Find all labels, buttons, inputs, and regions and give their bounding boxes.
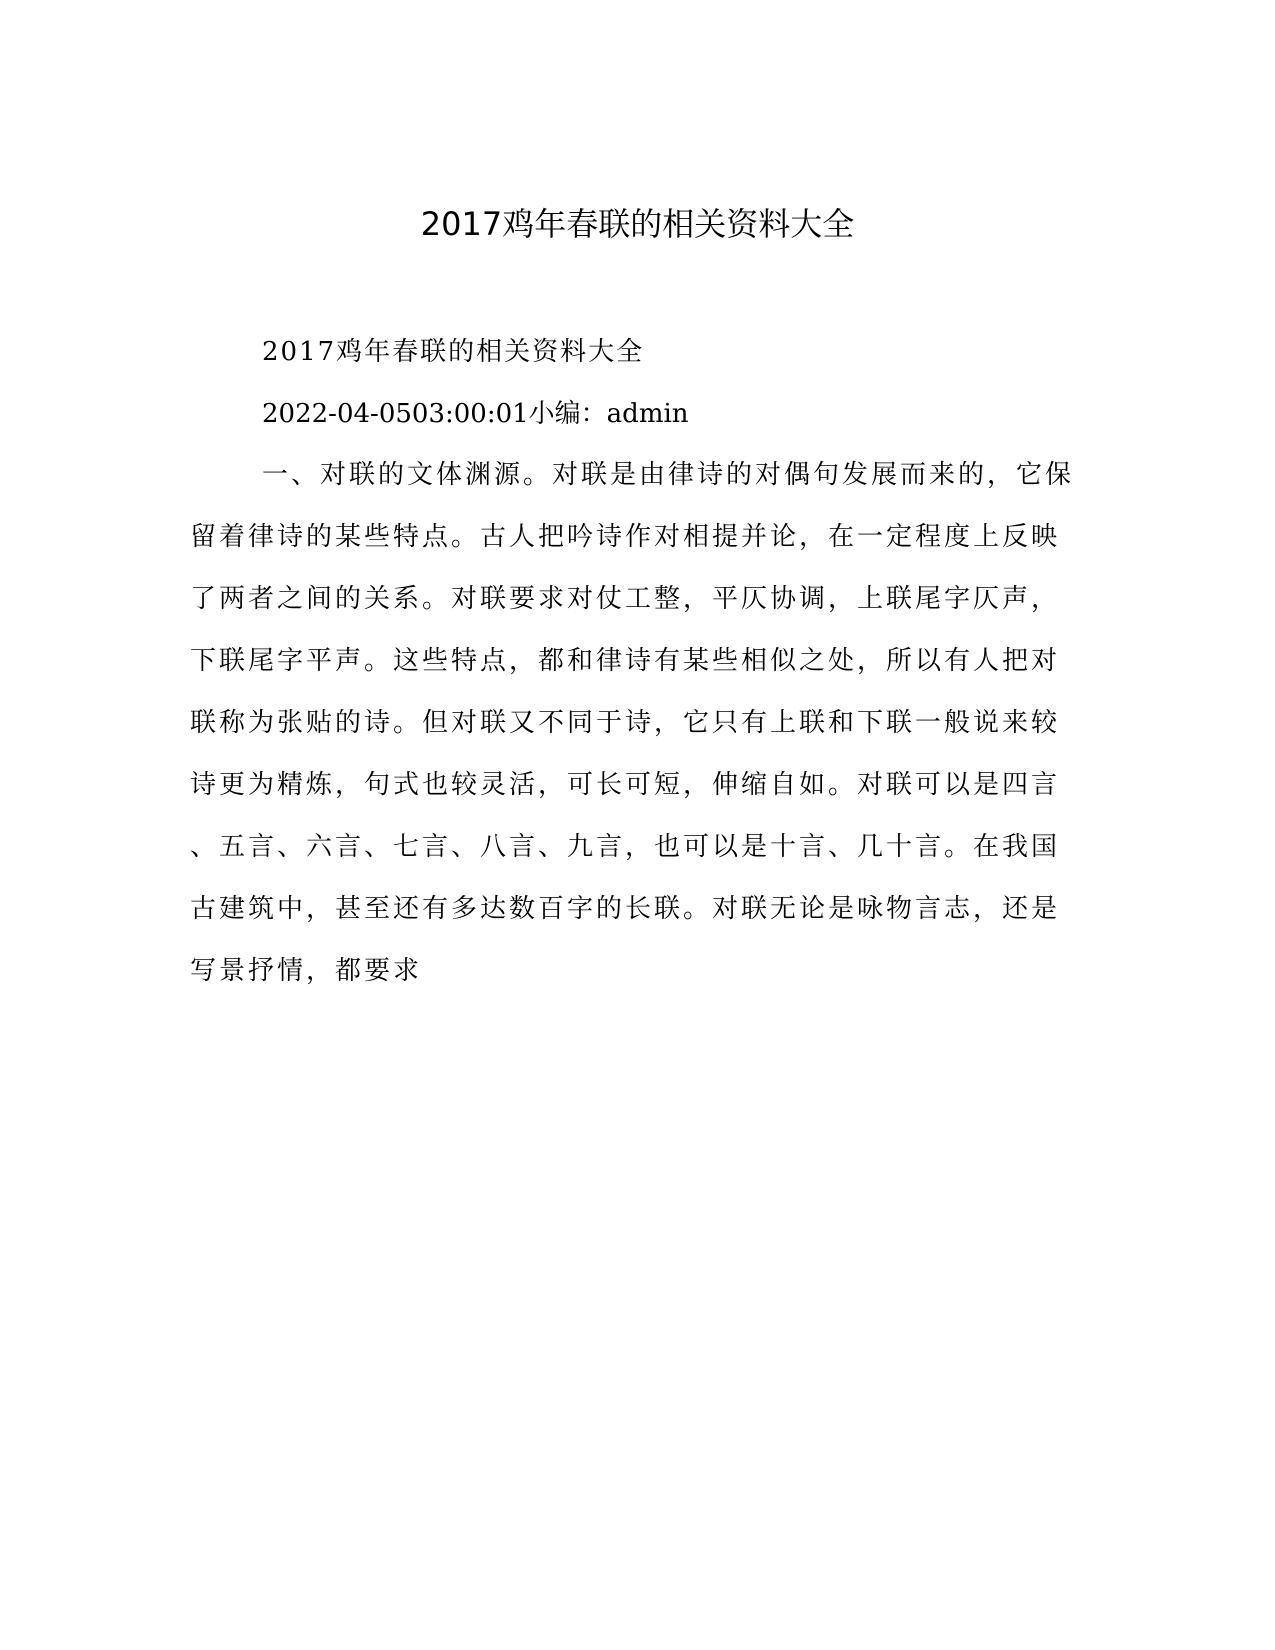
document-title: 2017鸡年春联的相关资料大全: [420, 205, 855, 243]
body-line: 古建筑中，甚至还有多达数百字的长联。对联无论是咏物言志，还是: [190, 894, 1061, 924]
body-line: 诗更为精炼，句式也较灵活，可长可短，伸缩自如。对联可以是四言: [190, 770, 1061, 800]
article-meta: 2022-04-0503:00:01小编：admin: [262, 399, 689, 429]
body-line: 了两者之间的关系。对联要求对仗工整，平仄协调，上联尾字仄声，: [190, 584, 1061, 614]
body-line: 留着律诗的某些特点。古人把吟诗作对相提并论，在一定程度上反映: [190, 522, 1061, 552]
body-line: 写景抒情，都要求: [190, 956, 423, 986]
body-line: 联称为张贴的诗。但对联又不同于诗，它只有上联和下联一般说来较: [190, 708, 1061, 738]
article-subtitle: 2017鸡年春联的相关资料大全: [262, 337, 645, 367]
body-line: 、五言、六言、七言、八言、九言，也可以是十言、几十言。在我国: [190, 832, 1061, 862]
body-line: 下联尾字平声。这些特点，都和律诗有某些相似之处，所以有人把对: [190, 646, 1061, 676]
body-line: 一、对联的文体渊源。对联是由律诗的对偶句发展而来的，它保: [262, 460, 1075, 490]
